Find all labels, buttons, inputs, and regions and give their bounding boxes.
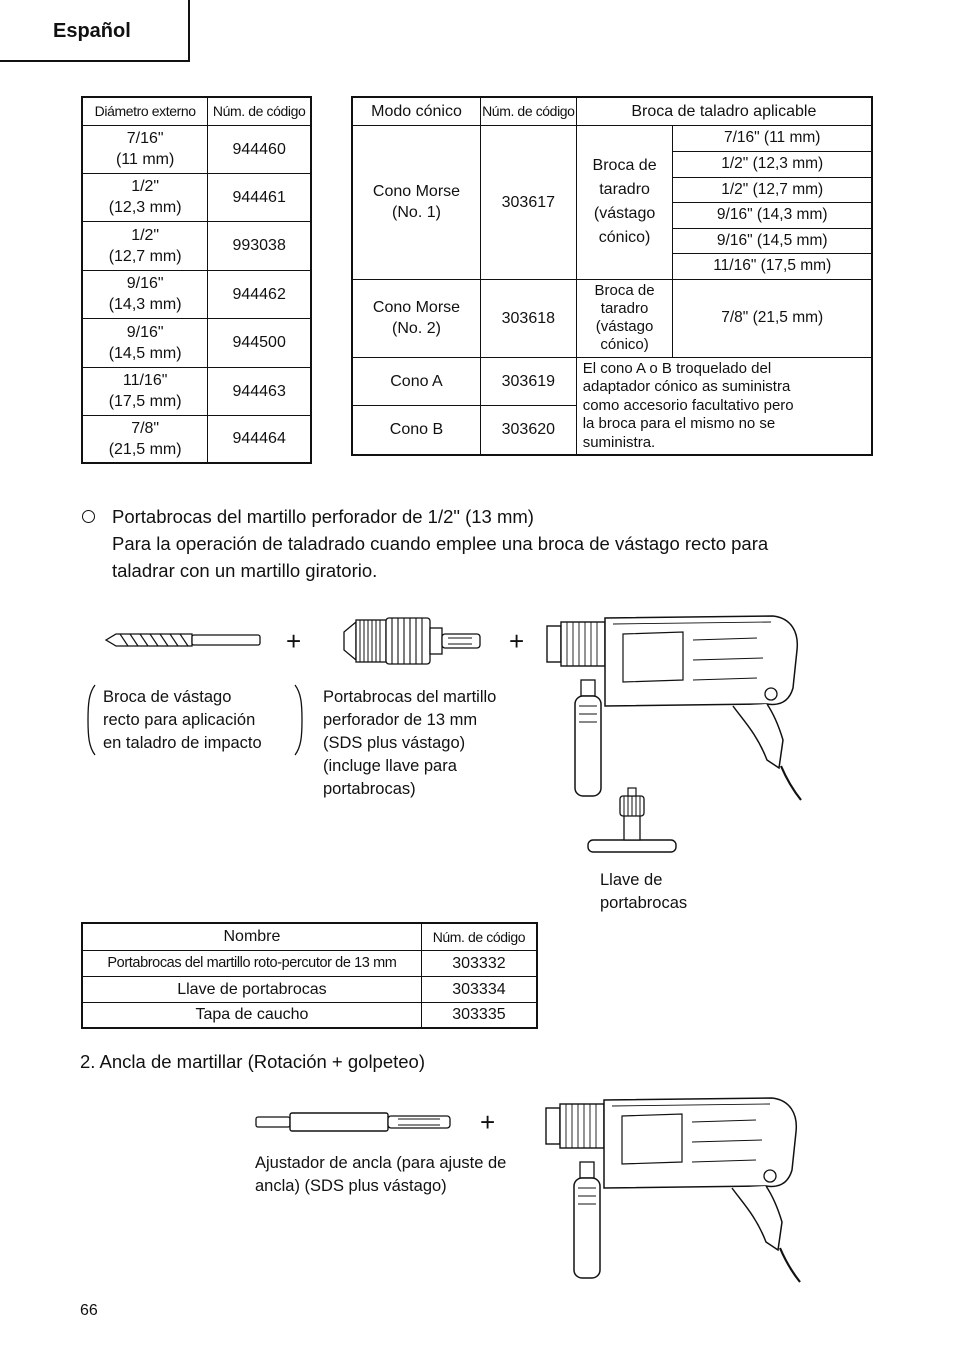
bit-size-cell: 9/16" (14,3 mm) [673,202,872,228]
chuck-description: Para la operación de taladrado cuando emplee una broca de vástago recto para [112,533,769,554]
table-row [82,415,311,463]
bit-size-cell: 11/16" (17,5 mm) [673,253,872,279]
col-header-name: Nombre [82,923,421,950]
note-line: suministra. [582,433,656,451]
bullet-circle-icon [82,510,95,523]
code-cell: 944463 [208,367,311,415]
table-row [82,173,311,221]
taper-note [576,357,872,455]
diameter-metric: (12,3 mm) [108,199,182,216]
diameter-metric: (14,5 mm) [108,344,182,362]
chuck-caption [323,686,496,801]
caption-line: (incluge llave para [323,757,457,775]
code-cell: 944500 [208,318,311,367]
bit-size-cell: 7/8" (21,5 mm) [673,279,872,357]
code-cell: 303617 [480,125,576,279]
part-name-cell: Portabrocas del martillo roto-percutor de 13 mm [82,950,421,976]
table-row [82,270,311,318]
col-header-code: Núm. de código [421,923,537,950]
caption-line: Portabrocas del martillo [323,688,497,706]
left-bracket [85,683,97,757]
bit-size-cell: 9/16" (14,5 mm) [673,228,872,253]
plus-sign: + [509,626,525,656]
code-cell: 303332 [421,950,537,976]
diameter-size: 7/16" [126,130,164,147]
chuck-illustration [336,614,482,668]
diameter-metric: (17,5 mm) [108,393,182,410]
note-line: El cono A o B troquelado del [582,359,772,377]
bit-type: taradro [600,300,649,317]
caption-line: portabrocas) [323,780,416,798]
diameter-size: 1/2" [131,226,160,244]
taper-mode: Cono A [352,357,480,405]
diameter-metric: (12,7 mm) [108,247,182,265]
taper-mode: Cono Morse [372,299,461,316]
bit-shank: cónico) [598,229,651,246]
bit-type: taradro [599,181,650,198]
note-line: la broca para el mismo no se [582,415,776,432]
taper-table [351,96,873,456]
part-name-cell: Llave de portabrocas [82,976,421,1002]
diameter-metric: (11 mm) [115,151,175,168]
taper-mode-number: (No. 1) [392,204,441,221]
table-row [82,976,537,1002]
diameter-metric: (21,5 mm) [108,440,182,458]
bit-type: Broca de [592,157,657,174]
caption-line: Broca de vástago [103,688,232,706]
note-line: adaptador cónico as suministra [582,378,791,395]
rotary-hammer-illustration [543,610,808,802]
code-cell: 303335 [421,1002,537,1028]
code-cell: 303619 [480,357,576,405]
language-label: Español [53,20,131,42]
chuck-description: taladrar con un martillo giratorio. [112,560,378,581]
caption-line: Llave de [600,871,663,889]
caption-line: Ajustador de ancla (para ajuste de [255,1154,507,1172]
col-header-code: Núm. de código [480,97,576,125]
bit-caption [103,686,262,755]
taper-mode: Cono Morse [372,183,461,200]
col-header-applicable-bit: Broca de taladro aplicable [576,97,872,125]
anchor-section-title: 2. Ancla de martillar (Rotación + golpeteo) [80,1051,426,1072]
diameter-size: 9/16" [126,275,164,292]
note-line: como accesorio facultativo pero [582,396,794,414]
plus-sign: + [480,1107,496,1137]
diameter-metric: (14,3 mm) [108,296,182,313]
table-row [82,125,311,173]
parts-table [81,922,538,1029]
right-bracket [293,683,305,757]
table-row [352,279,872,357]
table-row [82,950,537,976]
caption-line: perforador de 13 mm [323,711,478,729]
code-cell: 944464 [208,415,311,463]
table-row [82,1002,537,1028]
table-row [82,318,311,367]
bit-type: Broca de [594,282,655,299]
diameter-size: 1/2" [131,178,160,195]
diameter-table [81,96,312,464]
part-name-cell: Tapa de caucho [82,1002,421,1028]
code-cell: 303618 [480,279,576,357]
plus-sign: + [286,626,302,656]
code-cell: 993038 [208,221,311,270]
anchor-adjuster-illustration [254,1110,454,1134]
drill-bit-illustration [104,630,264,650]
bit-shank: (vástago [595,318,654,335]
bit-shank: (vástago [593,205,656,222]
diameter-size: 7/8" [131,419,160,437]
table-row [82,221,311,270]
caption-line: ancla) (SDS plus vástago) [255,1177,447,1195]
code-cell: 944461 [208,173,311,221]
caption-line: en taladro de impacto [103,734,262,752]
bit-size-cell: 1/2" (12,3 mm) [673,151,872,177]
taper-mode: Cono B [352,405,480,455]
code-cell: 303334 [421,976,537,1002]
bit-size-cell: 1/2" (12,7 mm) [673,177,872,202]
bit-size-cell: 7/16" (11 mm) [673,125,872,151]
diameter-size: 11/16" [122,372,168,389]
caption-line: (SDS plus vástago) [323,734,466,752]
anchor-adjuster-caption [255,1152,506,1198]
bit-shank: cónico) [600,336,649,353]
code-cell: 944462 [208,270,311,318]
table-row [82,367,311,415]
chuck-key-illustration [584,786,680,860]
table-row [352,125,872,151]
key-caption [600,869,687,915]
col-header-code: Núm. de código [208,97,311,125]
page-number: 66 [80,1302,98,1319]
code-cell: 944460 [208,125,311,173]
language-tab [0,0,190,62]
caption-line: recto para aplicación [103,711,256,729]
col-header-taper-mode: Modo cónico [352,97,480,125]
col-header-diameter: Diámetro externo [82,97,208,125]
code-cell: 303620 [480,405,576,455]
rotary-hammer-illustration-2 [542,1092,807,1284]
table-row [352,357,872,405]
diameter-size: 9/16" [126,323,164,341]
caption-line: portabrocas [600,894,688,912]
chuck-heading: Portabrocas del martillo perforador de 1/2" (13 mm) [112,506,534,527]
taper-mode-number: (No. 2) [392,320,441,337]
